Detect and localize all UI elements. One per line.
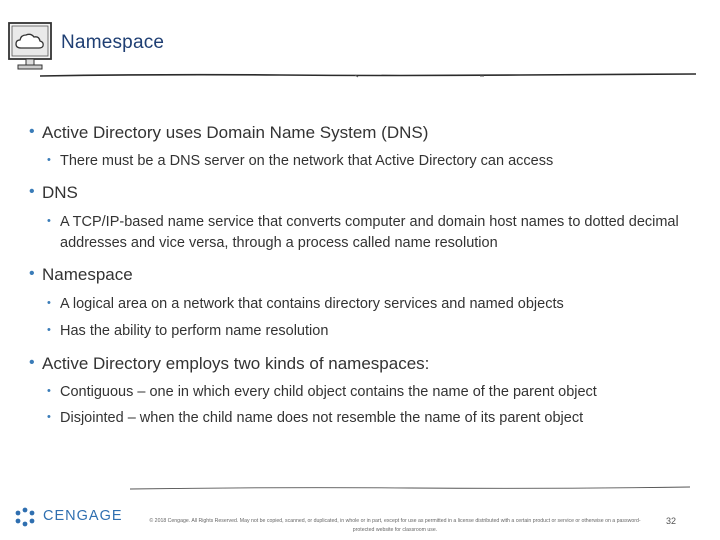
sub-bullet-marker: • <box>47 385 51 397</box>
sub-bullet-marker: • <box>47 215 51 227</box>
sub-bullet-text: There must be a DNS server on the network that Active Directory can access <box>60 153 554 169</box>
footer-divider <box>130 484 690 492</box>
bullet-marker: • <box>29 123 35 140</box>
bullet-text: DNS <box>42 183 78 202</box>
bullet-text: Namespace <box>42 265 133 284</box>
sub-bullet-text: Has the ability to perform name resolution <box>60 323 329 339</box>
bullet-marker: • <box>29 265 35 282</box>
sub-bullet-text: Disjointed – when the child name does not resemble the name of its parent object <box>60 410 584 426</box>
sub-bullet-marker: • <box>47 297 51 309</box>
sub-bullet-text: A logical area on a network that contains directory services and named objects <box>60 296 564 312</box>
sub-bullet-marker: • <box>47 411 51 423</box>
slide-title: Namespace <box>61 32 165 53</box>
bullet-text: Active Directory uses Domain Name System (DNS) <box>42 123 429 142</box>
cengage-logo-icon <box>13 505 43 529</box>
sub-bullet-marker: • <box>47 324 51 336</box>
page-number: 32 <box>666 516 677 526</box>
bullet-text: Active Directory employs two kinds of namespaces: <box>42 354 430 373</box>
sub-bullet-marker: • <box>47 154 51 166</box>
copyright-notice: © 2018 Cengage. All Rights Reserved. May not be copied, scanned, or duplicated, in whole or in part, except for use as permitted in a license distributed with a certain product or service or otherwise on a password-protected website for classroom use. <box>149 518 641 533</box>
cengage-logo-text: CENGAGE <box>43 508 123 524</box>
sub-bullet-text: Contiguous – one in which every child object contains the name of the parent object <box>60 384 597 400</box>
bullet-marker: • <box>29 183 35 200</box>
bullet-marker: • <box>29 354 35 371</box>
sub-bullet-text: A TCP/IP-based name service that converts computer and domain host names to dotted decimal addresses and vice versa, through a process called name resolution <box>60 214 679 251</box>
